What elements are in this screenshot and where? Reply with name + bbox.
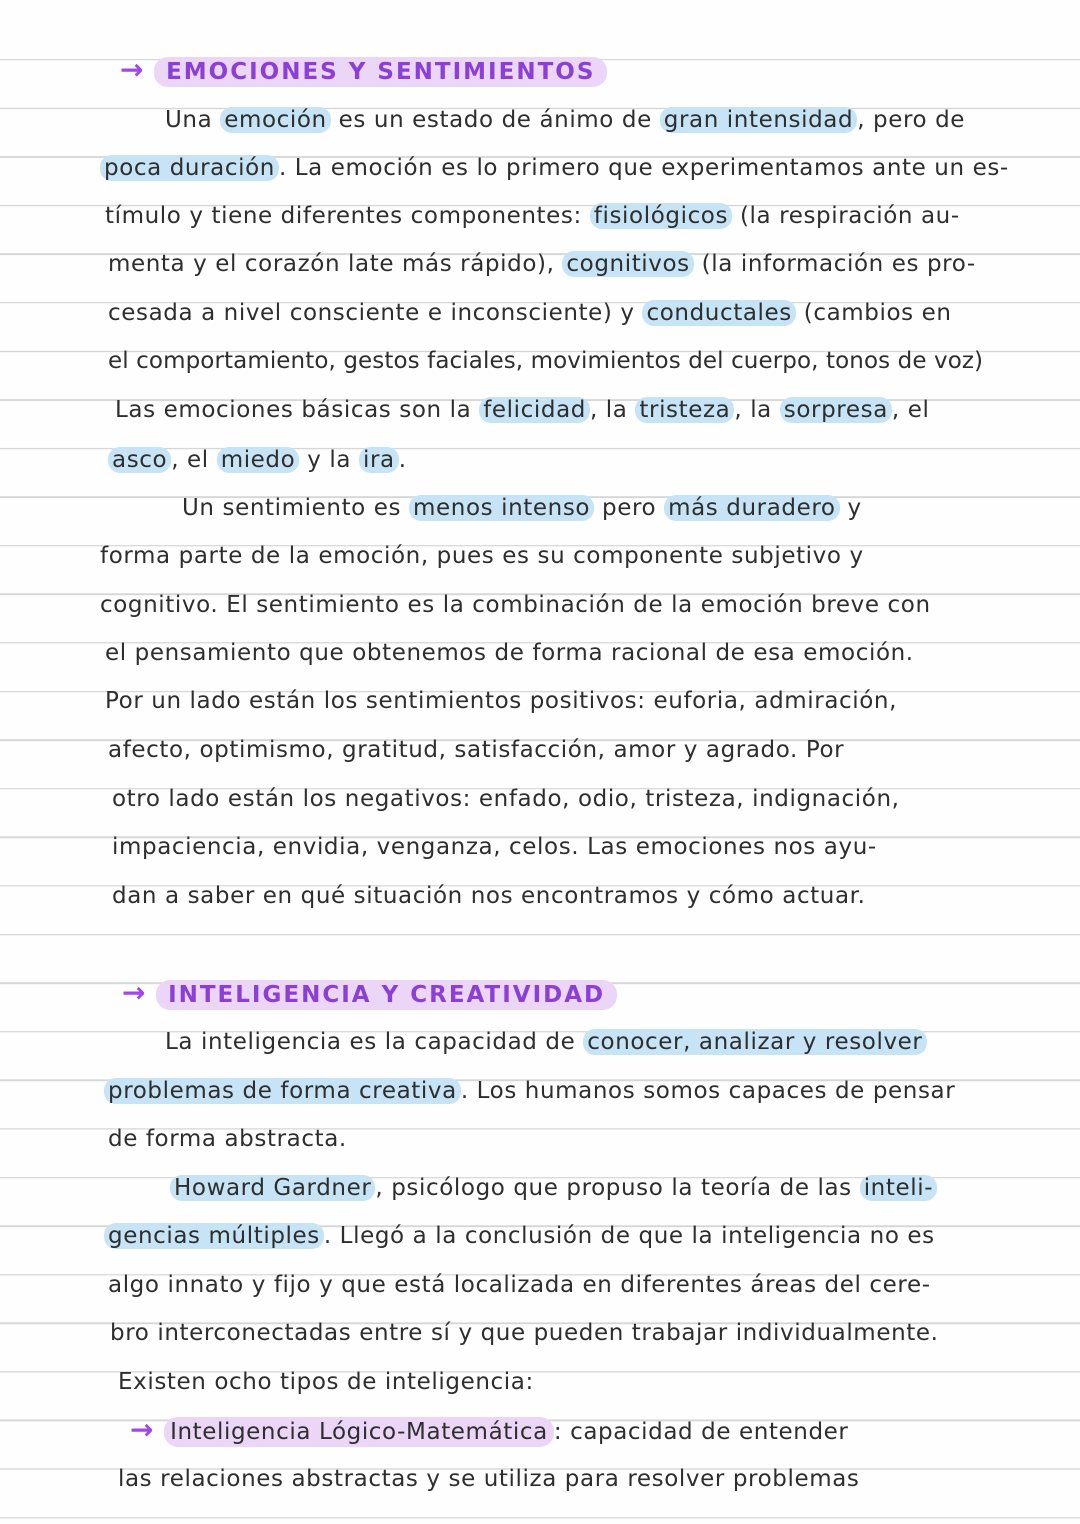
paragraph-line	[104, 1216, 1080, 1256]
text: , el	[891, 397, 930, 423]
paragraph-line	[108, 1119, 1080, 1159]
text: Un sentimiento es	[182, 495, 410, 521]
highlight: problemas de forma creativa	[104, 1078, 461, 1104]
text: (la respiración au-	[732, 203, 960, 229]
paragraph-line	[108, 244, 1080, 284]
highlight: felicidad	[479, 397, 590, 423]
section-heading-inteligencia	[122, 973, 1080, 1013]
paragraph-line	[170, 1168, 1080, 1208]
text: y la	[299, 447, 359, 473]
text: , pero de	[857, 107, 966, 133]
highlight: asco	[108, 447, 171, 473]
text: (la información es pro-	[693, 251, 976, 277]
text: (cambios en	[795, 300, 952, 326]
text: de forma abstracta.	[108, 1126, 347, 1152]
highlight: Howard Gardner	[170, 1175, 375, 1201]
highlight: emoción	[220, 107, 331, 133]
text: forma parte de la emoción, pues es su componente subjetivo y	[100, 543, 864, 569]
text: pero	[594, 495, 665, 521]
paragraph-line	[100, 148, 1080, 188]
text: impaciencia, envidia, venganza, celos. Las emociones nos ayu-	[112, 834, 877, 860]
text: Una	[165, 107, 221, 133]
text: el comportamiento, gestos faciales, movimientos del cuerpo, tonos de voz)	[108, 348, 984, 374]
paragraph-line	[118, 1362, 1080, 1402]
paragraph-line	[105, 196, 1080, 236]
paragraph-line	[112, 779, 1080, 819]
highlight: fisiológicos	[590, 203, 732, 229]
highlight: conocer, analizar y resolver	[583, 1029, 926, 1055]
text: afecto, optimismo, gratitud, satisfacción, amor y agrado. Por	[108, 737, 845, 763]
paragraph-line	[108, 440, 1080, 480]
paragraph-line	[108, 1265, 1080, 1305]
highlight: cognitivos	[562, 251, 693, 277]
highlight: conductales	[642, 300, 795, 326]
text: : capacidad de entender	[553, 1419, 849, 1445]
heading-title: EMOCIONES Y SENTIMIENTOS	[154, 57, 607, 87]
highlight: gencias múltiples	[104, 1223, 324, 1249]
text: y	[839, 495, 862, 521]
paragraph-line	[100, 536, 1080, 576]
paragraph-line	[165, 1022, 1080, 1062]
paragraph-line	[112, 827, 1080, 867]
text: otro lado están los negativos: enfado, odio, tristeza, indignación,	[112, 786, 900, 812]
paragraph-line	[115, 390, 1080, 430]
paragraph-line	[110, 1313, 1080, 1353]
text: . La emoción es lo primero que experimentamos ante un es-	[278, 155, 1009, 181]
highlight: menos intenso	[409, 495, 594, 521]
text: bro interconectadas entre sí y que pueden trabajar individualmente.	[110, 1320, 939, 1346]
highlight: sorpresa	[780, 397, 892, 423]
text: el pensamiento que obtenemos de forma racional de esa emoción.	[105, 640, 914, 666]
arrow-icon: →	[120, 53, 145, 86]
text: Por un lado están los sentimientos positivos: euforia, admiración,	[105, 688, 898, 714]
text: . Los humanos somos capaces de pensar	[460, 1078, 956, 1104]
paragraph-line	[108, 293, 1080, 333]
heading-title: INTELIGENCIA Y CREATIVIDAD	[156, 980, 617, 1010]
highlight: gran intensidad	[660, 107, 857, 133]
highlight: miedo	[217, 447, 300, 473]
highlight: inteli-	[860, 1175, 937, 1201]
arrow-icon: →	[122, 976, 147, 1009]
text: , la	[589, 397, 636, 423]
text: menta y el corazón late más rápido),	[108, 251, 563, 277]
text: . Llegó a la conclusión de que la inteligencia no es	[323, 1223, 935, 1249]
paragraph-line	[105, 633, 1080, 673]
text: es un estado de ánimo de	[330, 107, 660, 133]
paragraph-line	[104, 1071, 1080, 1111]
paragraph-line	[100, 585, 1080, 625]
section-heading-emociones	[120, 50, 1080, 90]
text: , el	[171, 447, 217, 473]
paragraph-line	[105, 681, 1080, 721]
text: Las emociones básicas son la	[115, 397, 480, 423]
paragraph-line	[165, 100, 1080, 140]
text: las relaciones abstractas y se utiliza para resolver problemas	[118, 1466, 860, 1492]
text: cesada a nivel consciente e inconsciente) y	[108, 300, 643, 326]
text: dan a saber en qué situación nos encontramos y cómo actuar.	[112, 883, 866, 909]
paragraph-line	[182, 488, 1080, 528]
arrow-icon: →	[130, 1413, 155, 1446]
highlight: Inteligencia Lógico-Matemática	[164, 1417, 554, 1447]
text: , psicólogo que propuso la teoría de las	[375, 1175, 860, 1201]
paragraph-line	[108, 730, 1080, 770]
highlight: más duradero	[664, 495, 840, 521]
paragraph-line	[112, 876, 1080, 916]
paragraph-line	[108, 341, 1080, 381]
text: .	[398, 447, 407, 473]
list-item-inteligencia-logico-matematica	[130, 1410, 1080, 1450]
text: tímulo y tiene diferentes componentes:	[105, 203, 590, 229]
highlight: ira	[359, 447, 399, 473]
text: , la	[734, 397, 780, 423]
highlight: tristeza	[635, 397, 734, 423]
paragraph-line	[118, 1459, 1080, 1499]
text: La inteligencia es la capacidad de	[165, 1029, 584, 1055]
text: algo innato y fijo y que está localizada en diferentes áreas del cere-	[108, 1272, 931, 1298]
text: cognitivo. El sentimiento es la combinación de la emoción breve con	[100, 592, 931, 618]
highlight: poca duración	[100, 155, 279, 181]
text: Existen ocho tipos de inteligencia:	[118, 1369, 534, 1395]
